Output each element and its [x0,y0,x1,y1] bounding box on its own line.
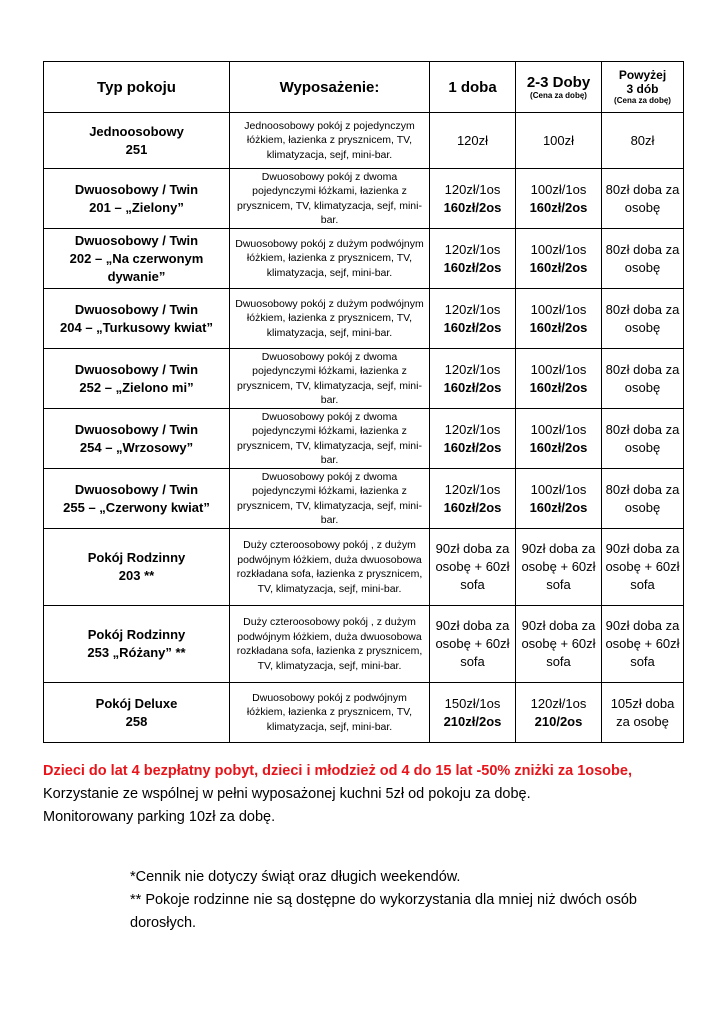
price-one-day: 120zł/1os 160zł/2os [430,469,516,529]
col-header-type: Typ pokoju [44,62,230,113]
table-row [44,289,684,349]
room-name: Dwuosobowy / Twin 252 – „Zielono mi” [44,349,230,409]
price-two-three-days: 100zł/1os 160zł/2os [516,349,602,409]
price-two-three-days: 120zł/1os 210/2os [516,683,602,743]
price-over-three-days: 80zł doba za osobę [602,229,684,289]
table-row [44,349,684,409]
price-over-three-days: 80zł [602,113,684,169]
price-two-three-days: 90zł doba za osobę + 60zł sofa [516,606,602,683]
room-description: Jednoosobowy pokój z pojedynczym łóżkiem, łazienka z prysznicem, TV, klimatyzacja, sejf, mini-bar. [230,113,430,169]
price-one-day: 150zł/1os 210zł/2os [430,683,516,743]
table-row [44,683,684,743]
col-header-over-three-days: Powyżej 3 dób (Cena za dobę) [602,62,684,113]
price-one-day: 90zł doba za osobę + 60zł sofa [430,529,516,606]
col-header-one-day: 1 doba [430,62,516,113]
price-over-three-days: 80zł doba za osobę [602,169,684,229]
room-name: Pokój Deluxe 258 [44,683,230,743]
table-row [44,529,684,606]
room-name: Pokój Rodzinny 253 „Różany” ** [44,606,230,683]
price-one-day: 90zł doba za osobę + 60zł sofa [430,606,516,683]
room-description: Dwuosobowy pokój z podwójnym łóżkiem, łazienka z prysznicem, TV, klimatyzacja, sejf, mini-bar. [230,683,430,743]
price-over-three-days: 90zł doba za osobę + 60zł sofa [602,606,684,683]
room-name: Dwuosobowy / Twin 202 – „Na czerwonym dywanie” [44,229,230,289]
col-header-two-three-days: 2-3 Doby (Cena za dobę) [516,62,602,113]
table-row [44,409,684,469]
room-description: Dwuosobowy pokój z dwoma pojedynczymi łóżkami, łazienka z prysznicem, TV, klimatyzacja, sejf, mini-bar. [230,469,430,529]
footnotes [130,866,700,935]
price-two-three-days: 100zł/1os 160zł/2os [516,409,602,469]
price-over-three-days: 80zł doba za osobę [602,409,684,469]
price-over-three-days: 105zł doba za osobę [602,683,684,743]
price-one-day: 120zł/1os 160zł/2os [430,349,516,409]
price-over-three-days: 80zł doba za osobę [602,289,684,349]
table-row [44,113,684,169]
room-name: Jednoosobowy 251 [44,113,230,169]
holidays-footnote: *Cennik nie dotyczy świąt oraz długich weekendów. [130,869,461,885]
room-description: Duży czteroosobowy pokój , z dużym podwójnym łóżkiem, duża dwuosobowa rozkładana sofa, łazienka z prysznicem, TV, klimatyzacja, sejf, mini-bar. [230,606,430,683]
parking-note: Monitorowany parking 10zł za dobę. [43,809,276,825]
price-one-day: 120zł/1os 160zł/2os [430,229,516,289]
family-rooms-footnote: ** Pokoje rodzinne nie są dostępne do wykorzystania dla mniej niż dwóch osób dorosłych. [130,892,637,931]
table-row [44,229,684,289]
room-name: Dwuosobowy / Twin 201 – „Zielony” [44,169,230,229]
price-over-three-days: 80zł doba za osobę [602,349,684,409]
room-name: Dwuosobowy / Twin 255 – „Czerwony kwiat” [44,469,230,529]
price-two-three-days: 100zł/1os 160zł/2os [516,169,602,229]
price-over-three-days: 90zł doba za osobę + 60zł sofa [602,529,684,606]
pricing-notes [43,760,703,829]
table-row [44,606,684,683]
room-description: Duży czteroosobowy pokój , z dużym podwójnym łóżkiem, duża dwuosobowa rozkładana sofa, łazienka z prysznicem, TV, klimatyzacja, sejf, mini-bar. [230,529,430,606]
room-description: Dwuosobowy pokój z dwoma pojedynczymi łóżkami, łazienka z prysznicem, TV, klimatyzacja, sejf, mini-bar. [230,349,430,409]
col-header-equipment: Wyposażenie: [230,62,430,113]
room-description: Dwuosobowy pokój z dwoma pojedynczymi łóżkami, łazienka z prysznicem, TV, klimatyzacja, sejf, mini-bar. [230,409,430,469]
price-two-three-days: 100zł [516,113,602,169]
price-two-three-days: 100zł/1os 160zł/2os [516,289,602,349]
room-name: Dwuosobowy / Twin 204 – „Turkusowy kwiat” [44,289,230,349]
table-header-row [44,62,684,113]
price-one-day: 120zł [430,113,516,169]
table-row [44,469,684,529]
room-description: Dwuosobowy pokój z dwoma pojedynczymi łóżkami, łazienka z prysznicem, TV, klimatyzacja, sejf, mini-bar. [230,169,430,229]
room-name: Dwuosobowy / Twin 254 – „Wrzosowy” [44,409,230,469]
table-row [44,169,684,229]
price-one-day: 120zł/1os 160zł/2os [430,289,516,349]
kitchen-note: Korzystanie ze wspólnej w pełni wyposażonej kuchni 5zł od pokoju za dobę. [43,786,531,802]
price-two-three-days: 100zł/1os 160zł/2os [516,469,602,529]
price-two-three-days: 100zł/1os 160zł/2os [516,229,602,289]
price-one-day: 120zł/1os 160zł/2os [430,169,516,229]
price-one-day: 120zł/1os 160zł/2os [430,409,516,469]
room-description: Dwuosobowy pokój z dużym podwójnym łóżkiem, łazienka z prysznicem, TV, klimatyzacja, sejf, mini-bar. [230,229,430,289]
room-name: Pokój Rodzinny 203 ** [44,529,230,606]
pricing-table [43,61,684,743]
price-over-three-days: 80zł doba za osobę [602,469,684,529]
price-two-three-days: 90zł doba za osobę + 60zł sofa [516,529,602,606]
room-description: Dwuosobowy pokój z dużym podwójnym łóżkiem, łazienka z prysznicem, TV, klimatyzacja, sejf, mini-bar. [230,289,430,349]
children-discount-note: Dzieci do lat 4 bezpłatny pobyt, dzieci i młodzież od 4 do 15 lat -50% zniżki za 1osobe, [43,763,632,779]
